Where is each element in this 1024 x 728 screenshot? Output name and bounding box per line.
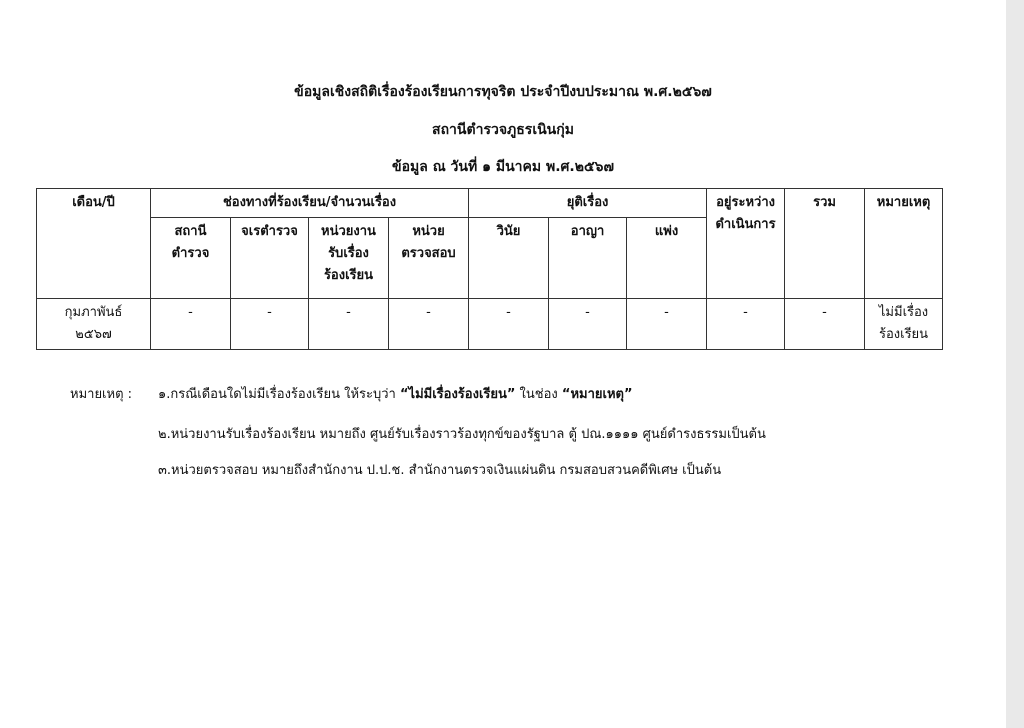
table-row bbox=[37, 299, 943, 350]
note-3: ๓.หน่วยตรวจสอบ หมายถึงสำนักงาน ป.ป.ช. สำนักงานตรวจเงินแผ่นดิน กรมสอบสวนคดีพิเศษ เป็นต้น bbox=[158, 463, 722, 478]
table-header-row bbox=[37, 189, 943, 218]
complaint-statistics-table bbox=[36, 188, 943, 350]
header-closed: ยุติเรื่อง bbox=[469, 189, 707, 218]
subheader-complaint-unit bbox=[309, 218, 389, 299]
as-of-date: ข้อมูล ณ วันที่ ๑ มีนาคม พ.ศ.๒๕๖๗ bbox=[392, 159, 614, 175]
cell-in-progress: - bbox=[707, 299, 785, 350]
cell-total: - bbox=[785, 299, 865, 350]
note-2: ๒.หน่วยงานรับเรื่องร้องเรียน หมายถึง ศูนย์รับเรื่องราวร้องทุกข์ของรัฐบาล ตู้ ปณ.๑๑๑๑ ศูนย์ดำรงธรรมเป็นต้น bbox=[158, 427, 766, 442]
cell-civil: - bbox=[627, 299, 707, 350]
note-1-quote-no-complaint: “ไม่มีเรื่องร้องเรียน” bbox=[400, 387, 516, 402]
note-1-quote-remark: “หมายเหตุ” bbox=[561, 387, 633, 402]
cell-complaint-unit: - bbox=[309, 299, 389, 350]
cell-criminal: - bbox=[549, 299, 627, 350]
subheader-audit-unit-line1: หน่วย bbox=[412, 224, 445, 239]
subheader-audit-unit-line2: ตรวจสอบ bbox=[401, 246, 456, 261]
vertical-scrollbar[interactable] bbox=[1006, 0, 1024, 728]
cell-inspector: - bbox=[231, 299, 309, 350]
cell-month bbox=[37, 299, 151, 350]
header-in-progress-line1: อยู่ระหว่าง bbox=[716, 195, 775, 210]
cell-discipline: - bbox=[469, 299, 549, 350]
subheader-inspector: จเรตำรวจ bbox=[231, 218, 309, 299]
header-remark: หมายเหตุ bbox=[865, 189, 943, 299]
cell-remark bbox=[865, 299, 943, 350]
subheader-criminal: อาญา bbox=[549, 218, 627, 299]
cell-remark-line2: ร้องเรียน bbox=[878, 327, 929, 342]
note-1 bbox=[158, 386, 633, 404]
subheader-complaint-unit-line3: ร้องเรียน bbox=[323, 268, 374, 283]
header-total: รวม bbox=[785, 189, 865, 299]
note-1-in-column: ในช่อง bbox=[515, 387, 562, 402]
notes-label: หมายเหตุ : bbox=[70, 387, 133, 402]
cell-month-line2: ๒๕๖๗ bbox=[75, 327, 112, 342]
subheader-station bbox=[151, 218, 231, 299]
note-1-text: ๑.กรณีเดือนใดไม่มีเรื่องร้องเรียน ให้ระบุว่า bbox=[158, 387, 400, 402]
cell-remark-line1: ไม่มีเรื่อง bbox=[878, 305, 929, 320]
subheader-station-line1: สถานี bbox=[174, 224, 207, 239]
subheader-audit-unit bbox=[389, 218, 469, 299]
document-title: ข้อมูลเชิงสถิติเรื่องร้องเรียนการทุจริต ประจำปีงบประมาณ พ.ศ.๒๕๖๗ bbox=[294, 84, 712, 100]
subheader-complaint-unit-line2: รับเรื่อง bbox=[328, 246, 369, 261]
station-name: สถานีตำรวจภูธรเนินกุ่ม bbox=[432, 122, 574, 138]
cell-month-line1: กุมภาพันธ์ bbox=[64, 305, 123, 320]
subheader-civil: แพ่ง bbox=[627, 218, 707, 299]
header-in-progress-line2: ดำเนินการ bbox=[715, 217, 776, 232]
cell-station: - bbox=[151, 299, 231, 350]
cell-audit-unit: - bbox=[389, 299, 469, 350]
subheader-complaint-unit-line1: หน่วยงาน bbox=[321, 224, 376, 239]
header-in-progress bbox=[707, 189, 785, 299]
subheader-discipline: วินัย bbox=[469, 218, 549, 299]
header-channels: ช่องทางที่ร้องเรียน/จำนวนเรื่อง bbox=[151, 189, 469, 218]
subheader-station-line2: ตำรวจ bbox=[171, 246, 210, 261]
header-month-year: เดือน/ปี bbox=[37, 189, 151, 299]
